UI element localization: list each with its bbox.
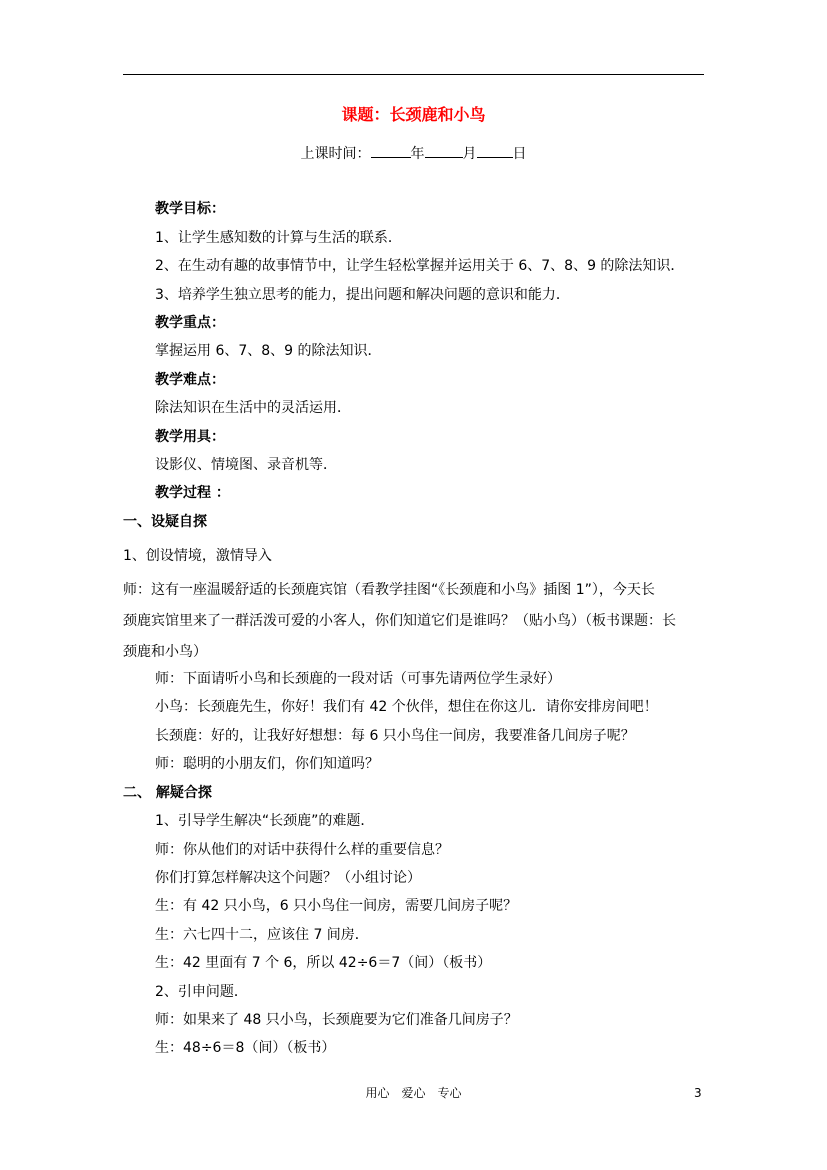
class-date-line (0, 143, 827, 165)
text-line: 2、在生动有趣的故事情节中，让学生轻松掌握并运用关于 6、7、8、9 的除法知识． (155, 258, 685, 274)
text-line: 生：48÷6＝8（间）（板书） (155, 1040, 336, 1056)
year-blank (371, 143, 411, 158)
text-line: 生：42 里面有 7 个 6，所以 42÷6＝7（间）（板书） (155, 955, 492, 971)
part-heading: 一、设疑自探 (123, 514, 207, 530)
section-heading: 教学用具： (155, 429, 225, 445)
text-line: 生：六七四十二，应该住 7 间房． (155, 927, 369, 943)
text-line: 长颈鹿：好的，让我好好想想：每 6 只小鸟住一间房，我要准备几间房子呢？ (155, 728, 635, 744)
header-rule (123, 74, 704, 75)
text-line: 1、让学生感知数的计算与生活的联系． (155, 230, 402, 246)
text-line: 生：有 42 只小鸟，6 只小鸟住一间房，需要几间房子呢？ (155, 898, 518, 914)
section-heading: 教学过程 ： (155, 485, 230, 501)
page-number: 3 (694, 1086, 702, 1100)
text-line: 师：聪明的小朋友们，你们知道吗？ (155, 756, 379, 772)
day-label: 日 (512, 146, 527, 162)
part-heading: 二、 解疑合探 (123, 785, 212, 801)
month-blank (425, 143, 463, 158)
text-line: 师：如果来了 48 只小鸟，长颈鹿要为它们准备几间房子？ (155, 1012, 518, 1028)
year-label: 年 (410, 146, 425, 162)
text-line: 3、培养学生独立思考的能力，提出问题和解决问题的意识和能力． (155, 287, 570, 303)
page-title: 课题：长颈鹿和小鸟 (341, 105, 486, 124)
month-label: 月 (462, 146, 477, 162)
text-line: 你们打算怎样解决这个问题？（小组讨论） (155, 870, 421, 886)
text-line: 师：下面请听小鸟和长颈鹿的一段对话（可事先请两位学生录好） (155, 671, 561, 687)
section-heading: 教学难点： (155, 372, 225, 388)
section-heading: 教学目标： (155, 201, 225, 217)
text-line: 2、引申问题． (155, 984, 248, 1000)
section-heading: 教学重点： (155, 315, 225, 331)
text-line: 师：你从他们的对话中获得什么样的重要信息？ (155, 842, 449, 858)
text-line: 1、引导学生解决“长颈鹿”的难题． (155, 813, 375, 829)
text-line: 掌握运用 6、7、8、9 的除法知识． (155, 343, 382, 359)
text-line: 除法知识在生活中的灵活运用． (155, 400, 351, 416)
text-line: 颈鹿和小鸟） (123, 644, 207, 660)
day-blank (477, 143, 513, 158)
text-line: 师：这有一座温暖舒适的长颈鹿宾馆（看教学挂图“《长颈鹿和小鸟》插图 1”），今天长 (123, 582, 655, 598)
text-line: 设影仪、情境图、录音机等． (155, 457, 337, 473)
text-line: 颈鹿宾馆里来了一群活泼可爱的小客人，你们知道它们是谁吗？（贴小鸟）（板书课题：长 (123, 613, 676, 629)
text-line: 小鸟：长颈鹿先生，你好！我们有 42 个伙伴，想住在你这儿．请你安排房间吧！ (155, 699, 658, 715)
date-label: 上课时间： (300, 146, 371, 162)
page-footer: 用心 爱心 专心 (365, 1086, 462, 1100)
text-line: 1、创设情境，激情导入 (123, 548, 272, 564)
